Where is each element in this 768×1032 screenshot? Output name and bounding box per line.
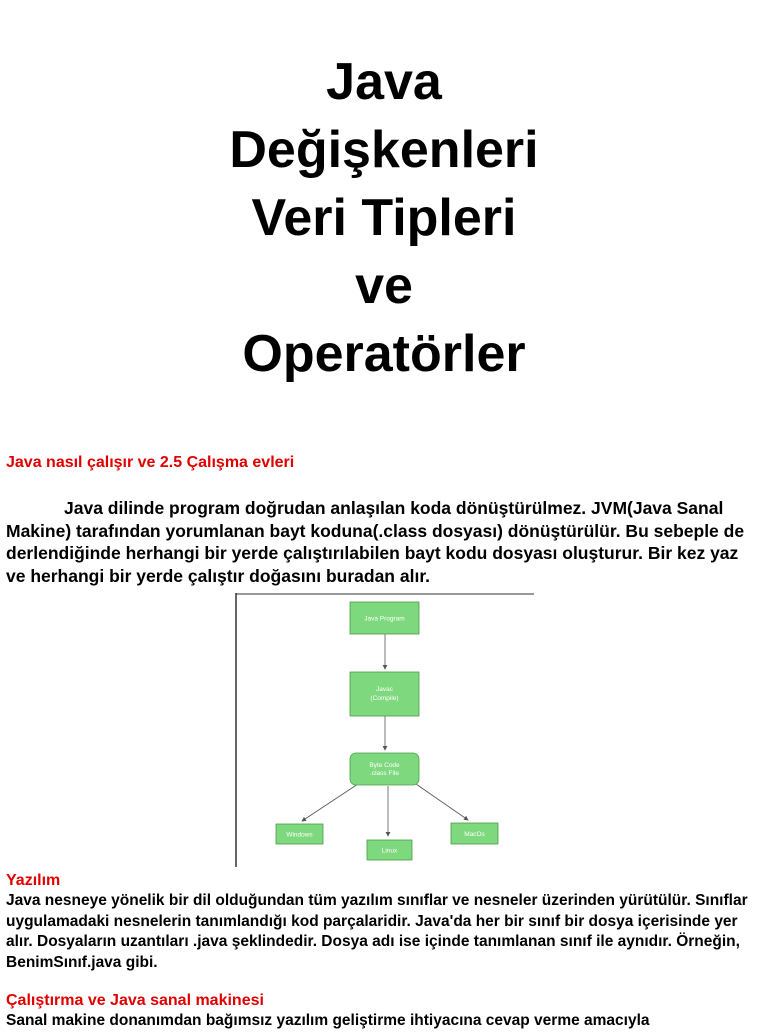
node-javac (350, 672, 419, 716)
node-label: Java Program (364, 615, 405, 623)
node-linux (367, 840, 412, 860)
section-heading-jvm: Çalıştırma ve Java sanal makinesi (6, 992, 264, 1009)
java-compile-flow-diagram (234, 593, 534, 867)
title-line: Veri Tipleri (251, 189, 517, 247)
arrow-bytecode-to-macos (416, 784, 468, 820)
flow-diagram-svg (234, 593, 534, 867)
node-windows (276, 824, 323, 844)
document-title (0, 48, 768, 388)
node-macos (451, 823, 498, 844)
node-label: Javac (376, 686, 393, 693)
node-label: MacOs (464, 831, 485, 838)
node-label: Byte Code (369, 762, 400, 769)
section-heading-software: Yazılım (6, 872, 61, 889)
arrow-bytecode-to-windows (302, 784, 358, 821)
section-paragraph-software: Java nesneye yönelik bir dil olduğundan tüm yazılım sınıflar ve nesneler üzerinden yürütülür. Sınıflar uygulamadaki nesnelerin tanımlandığı kod parçalaridir. Java'da her bir sınıf bir dosya içerisinde yer alır. Dosyaların uzantıları .java şeklindedir. Dosya adı ise içinde tanımlanan sınıf ile aynıdır. Örneğin, BenimSınıf.java gibi. (6, 892, 748, 971)
section-paragraph-jvm: Sanal makine donanımdan bağımsız yazılım geliştirme ihtiyacına cevap verme amacıyla (6, 1012, 650, 1029)
node-bytecode (350, 753, 419, 785)
node-label: Linux (381, 847, 398, 855)
node-label: (Compile) (370, 695, 399, 702)
title-line: ve (355, 257, 413, 315)
title-line: Operatörler (242, 325, 526, 383)
node-label: Windows (286, 831, 313, 839)
title-line: Değişkenleri (229, 121, 539, 179)
node-java-program (350, 602, 419, 634)
title-line: Java (326, 53, 442, 111)
section-paragraph-how-java-works: Java dilinde program doğrudan anlaşılan koda dönüştürülmez. JVM(Java Sanal Makine) tarafından yorumlanan bayt koduna(.class dosyası) dönüştürülür. Bu sebeple de derlendiğinde herhangi bir yerde çalıştırılabilen bayt kodu dosyası oluşturur. Bir kez yaz ve herhangi bir yerde çalıştır doğasını buradan alır. (6, 498, 745, 586)
section-heading-how-java-works: Java nasıl çalışır ve 2.5 Çalışma evleri (6, 454, 295, 471)
node-label: .class File (370, 770, 399, 777)
